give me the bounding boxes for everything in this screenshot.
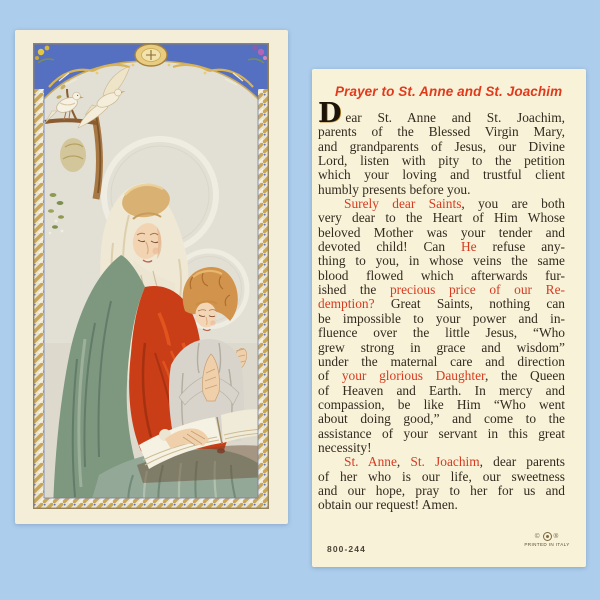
printer-logo-icon [543, 532, 552, 541]
prayer-segment: ished the [318, 282, 390, 298]
prayer-segment: humbly presents before you. [318, 181, 471, 197]
prayer-line [318, 269, 565, 283]
drop-cap: D [318, 98, 342, 129]
prayer-segment: and our hope, pray to her for us and [318, 482, 565, 498]
prayer-segment: fluence over the little Jesus, “Who [318, 325, 565, 341]
prayer-line [318, 283, 565, 297]
prayer-line [318, 154, 565, 168]
prayer-segment: of her who is our life, our sweetness [318, 468, 565, 484]
prayer-segment: , [396, 454, 411, 470]
prayer-segment-red: St. Joachim [410, 454, 480, 470]
border-right-rope [258, 89, 269, 509]
prayer-segment-red: He [461, 239, 477, 255]
printed-in-italy-label: PRINTED IN ITALY [524, 542, 570, 548]
copyright-icon: © [534, 533, 541, 540]
prayer-line [318, 470, 565, 484]
prayer-line [318, 312, 565, 326]
prayer-segment-red: demption? [318, 296, 375, 312]
prayer-text-panel [312, 69, 586, 567]
prayer-line [318, 140, 565, 154]
prayer-line [318, 125, 565, 139]
prayer-line [318, 341, 565, 355]
holy-card-image-panel [15, 30, 288, 524]
prayer-segment: , you are both [461, 196, 565, 212]
prayer-text [318, 98, 565, 513]
prayer-line [318, 326, 565, 340]
prayer-segment: Great Saints, nothing can [374, 296, 565, 312]
prayer-segment: which your loving and trustful client [318, 167, 565, 183]
prayer-title: Prayer to St. Anne and St. Joachim [335, 84, 563, 99]
prayer-line [318, 369, 565, 383]
prayer-segment: refuse any- [476, 239, 565, 255]
prayer-line [318, 398, 565, 412]
prayer-line [318, 226, 565, 240]
registered-icon: ® [553, 533, 560, 540]
border-left-rope [33, 89, 44, 509]
prayer-segment-red: Surely dear Saints [344, 196, 462, 212]
prayer-line [318, 441, 565, 455]
prayer-segment: , dear parents [479, 454, 565, 470]
prayer-line [318, 297, 565, 311]
prayer-line [318, 412, 565, 426]
prayer-segment: of Heaven and Earth. In mercy and [318, 382, 565, 398]
prayer-segment-red: St. Anne [344, 454, 397, 470]
prayer-line [318, 455, 565, 469]
prayer-line [318, 427, 565, 441]
prayer-segment: about doing good,” and come to the [318, 411, 565, 427]
prayer-line [318, 240, 565, 254]
prayer-segment: assistance of your servant in this great [318, 425, 565, 441]
printer-symbols [522, 531, 572, 542]
prayer-segment: thing to you, in whose veins the same [318, 253, 565, 269]
holy-card-artwork [33, 43, 269, 509]
artwork-scene [44, 59, 269, 509]
prayer-line [318, 168, 565, 182]
prayer-segment: beloved Mother was your tender and [318, 224, 565, 240]
prayer-segment: ear St. Anne and St. Joachim, [345, 110, 565, 125]
border-bottom-rope [33, 498, 269, 509]
prayer-segment: obtain our request! Amen. [318, 497, 458, 513]
prayer-segment: blood flowed which afterwards fur- [318, 267, 565, 283]
prayer-line [318, 484, 565, 498]
prayer-line [318, 98, 565, 129]
prayer-segment: very dear to the Heart of Him Whose [318, 210, 565, 226]
prayer-line [318, 183, 565, 197]
prayer-segment: and grandparents of Jesus, our Divine [318, 138, 565, 154]
prayer-segment: compassion, be like Him “Who went [318, 396, 565, 412]
prayer-line [318, 211, 565, 225]
prayer-line [318, 355, 565, 369]
prayer-segment: Lord, listen with pity to the petition [318, 153, 565, 169]
prayer-line [318, 498, 565, 512]
printer-mark [522, 531, 572, 548]
prayer-segment: grew strong in grace and wisdom” [318, 339, 565, 355]
prayer-line [318, 254, 565, 268]
prayer-segment: under the maternal care and direction [318, 353, 565, 369]
prayer-line [318, 384, 565, 398]
prayer-segment: necessity! [318, 439, 372, 455]
card-number: 800-244 [327, 544, 366, 554]
prayer-segment: be impossible to your power and in- [318, 310, 565, 326]
prayer-segment: parents of the Blessed Virgin Mary, [318, 124, 565, 140]
prayer-line [318, 197, 565, 211]
prayer-segment-red: your glorious Daughter [341, 368, 485, 384]
prayer-segment: , the Queen [484, 368, 565, 384]
cartouche-cross-icon [135, 44, 167, 66]
prayer-segment-red: precious price of our Re- [389, 282, 565, 298]
prayer-segment: of [318, 368, 342, 384]
prayer-segment: devoted child! Can [318, 239, 461, 255]
